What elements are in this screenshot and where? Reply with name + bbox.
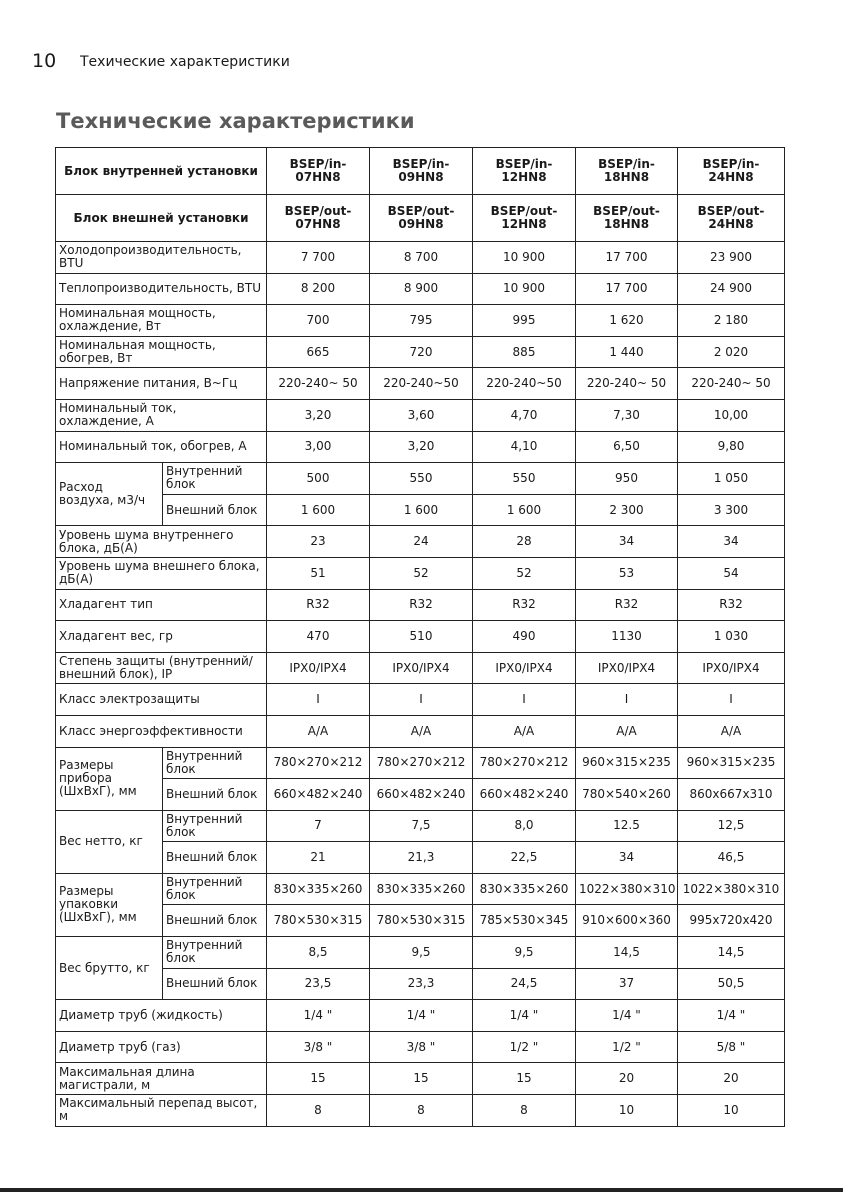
table-cell: R32 bbox=[370, 589, 473, 621]
table-cell: 8 bbox=[473, 1095, 576, 1127]
table-cell: 960×315×235 bbox=[576, 747, 678, 779]
table-cell: 7 700 bbox=[267, 242, 370, 274]
outdoor-model: BSEP/out-07HN8 bbox=[267, 195, 370, 242]
row-label: Класс электрозащиты bbox=[56, 684, 267, 716]
table-cell: 52 bbox=[473, 557, 576, 589]
table-cell: 9,5 bbox=[473, 937, 576, 969]
row-label: Диаметр труб (газ) bbox=[56, 1031, 267, 1063]
table-row bbox=[56, 968, 785, 1000]
table-cell: 3/8 " bbox=[267, 1031, 370, 1063]
table-cell: 550 bbox=[473, 463, 576, 495]
table-cell: 15 bbox=[473, 1063, 576, 1095]
table-cell: R32 bbox=[473, 589, 576, 621]
table-cell: I bbox=[576, 684, 678, 716]
table-cell: 4,10 bbox=[473, 431, 576, 463]
table-cell: 21,3 bbox=[370, 842, 473, 874]
table-cell: 15 bbox=[267, 1063, 370, 1095]
table-cell: 950 bbox=[576, 463, 678, 495]
table-cell: 830×335×260 bbox=[473, 873, 576, 905]
table-cell: 8,0 bbox=[473, 810, 576, 842]
table-row bbox=[56, 873, 785, 905]
table-cell: 3/8 " bbox=[370, 1031, 473, 1063]
row-label: Хладагент тип bbox=[56, 589, 267, 621]
table-row bbox=[56, 621, 785, 653]
table-cell: A/A bbox=[473, 715, 576, 747]
table-cell: 1 620 bbox=[576, 305, 678, 337]
page-bottom-rule bbox=[0, 1188, 843, 1192]
table-cell: R32 bbox=[267, 589, 370, 621]
row-label: Уровень шума внутреннего блока, дБ(А) bbox=[56, 526, 267, 558]
table-cell: 795 bbox=[370, 305, 473, 337]
table-cell: 1/4 " bbox=[370, 1000, 473, 1032]
table-cell: 665 bbox=[267, 336, 370, 368]
table-cell: 2 180 bbox=[678, 305, 785, 337]
sub-row-label: Внешний блок bbox=[163, 494, 267, 526]
table-cell: 1130 bbox=[576, 621, 678, 653]
table-row bbox=[56, 431, 785, 463]
sub-row-label: Внешний блок bbox=[163, 779, 267, 811]
sub-row-label: Внешний блок bbox=[163, 968, 267, 1000]
table-cell: 8 700 bbox=[370, 242, 473, 274]
row-label: Номинальный ток, обогрев, А bbox=[56, 431, 267, 463]
table-cell: 995x720x420 bbox=[678, 905, 785, 937]
row-label: Напряжение питания, В~Гц bbox=[56, 368, 267, 400]
sub-row-label: Внутренний блок bbox=[163, 873, 267, 905]
table-cell: A/A bbox=[576, 715, 678, 747]
indoor-model: BSEP/in-24HN8 bbox=[678, 148, 785, 195]
table-cell: 10 900 bbox=[473, 242, 576, 274]
row-label: Максимальная длина магистрали, м bbox=[56, 1063, 267, 1095]
table-cell: 3 300 bbox=[678, 494, 785, 526]
table-cell: 54 bbox=[678, 557, 785, 589]
table-cell: 3,20 bbox=[370, 431, 473, 463]
table-row bbox=[56, 273, 785, 305]
table-cell: 8 bbox=[267, 1095, 370, 1127]
table-cell: 780×530×315 bbox=[370, 905, 473, 937]
table-cell: IPX0/IPX4 bbox=[370, 652, 473, 684]
table-cell: IPX0/IPX4 bbox=[267, 652, 370, 684]
table-cell: 24,5 bbox=[473, 968, 576, 1000]
row-label: Размеры упаковки (ШхВхГ), мм bbox=[56, 873, 163, 936]
table-cell: 14,5 bbox=[576, 937, 678, 969]
table-cell: 830×335×260 bbox=[370, 873, 473, 905]
table-cell: 1 030 bbox=[678, 621, 785, 653]
table-row bbox=[56, 463, 785, 495]
specifications-table bbox=[55, 147, 785, 1127]
table-cell: 1022×380×310 bbox=[678, 873, 785, 905]
table-cell: 995 bbox=[473, 305, 576, 337]
page-number: 10 bbox=[32, 50, 57, 72]
running-header: Техические характеристики bbox=[80, 54, 290, 70]
table-cell: 2 300 bbox=[576, 494, 678, 526]
table-cell: I bbox=[473, 684, 576, 716]
table-row bbox=[56, 242, 785, 274]
table-cell: 1 600 bbox=[473, 494, 576, 526]
row-label: Номинальная мощность, охлаждение, Вт bbox=[56, 305, 267, 337]
table-cell: 720 bbox=[370, 336, 473, 368]
table-cell: 24 900 bbox=[678, 273, 785, 305]
table-row bbox=[56, 336, 785, 368]
table-row bbox=[56, 1031, 785, 1063]
table-cell: 17 700 bbox=[576, 242, 678, 274]
table-cell: 1/2 " bbox=[473, 1031, 576, 1063]
table-cell: 1 600 bbox=[370, 494, 473, 526]
table-cell: 52 bbox=[370, 557, 473, 589]
table-cell: 780×270×212 bbox=[370, 747, 473, 779]
table-row bbox=[56, 842, 785, 874]
indoor-unit-label: Блок внутренней установки bbox=[56, 148, 267, 195]
table-cell: 14,5 bbox=[678, 937, 785, 969]
table-cell: 1/4 " bbox=[473, 1000, 576, 1032]
table-cell: R32 bbox=[678, 589, 785, 621]
table-row bbox=[56, 905, 785, 937]
table-row bbox=[56, 399, 785, 431]
table-cell: 34 bbox=[576, 842, 678, 874]
table-cell: 12,5 bbox=[678, 810, 785, 842]
row-label: Вес брутто, кг bbox=[56, 937, 163, 1000]
row-label: Вес нетто, кг bbox=[56, 810, 163, 873]
table-cell: 785×530×345 bbox=[473, 905, 576, 937]
sub-row-label: Внешний блок bbox=[163, 905, 267, 937]
header-row-outdoor bbox=[56, 195, 785, 242]
row-label: Холодопроизводительность, BTU bbox=[56, 242, 267, 274]
table-row bbox=[56, 368, 785, 400]
table-cell: 220-240~ 50 bbox=[576, 368, 678, 400]
table-cell: 7,30 bbox=[576, 399, 678, 431]
table-cell: 490 bbox=[473, 621, 576, 653]
row-label: Номинальная мощность, обогрев, Вт bbox=[56, 336, 267, 368]
table-cell: 37 bbox=[576, 968, 678, 1000]
table-cell: 3,00 bbox=[267, 431, 370, 463]
row-label: Класс энергоэффективности bbox=[56, 715, 267, 747]
sub-row-label: Внутренний блок bbox=[163, 463, 267, 495]
sub-row-label: Внешний блок bbox=[163, 842, 267, 874]
table-cell: 860x667x310 bbox=[678, 779, 785, 811]
table-row bbox=[56, 589, 785, 621]
table-cell: 7 bbox=[267, 810, 370, 842]
table-cell: 885 bbox=[473, 336, 576, 368]
table-cell: 51 bbox=[267, 557, 370, 589]
table-row bbox=[56, 684, 785, 716]
outdoor-model: BSEP/out-18HN8 bbox=[576, 195, 678, 242]
table-cell: 28 bbox=[473, 526, 576, 558]
table-cell: 830×335×260 bbox=[267, 873, 370, 905]
table-cell: 10,00 bbox=[678, 399, 785, 431]
table-cell: 4,70 bbox=[473, 399, 576, 431]
outdoor-unit-label: Блок внешней установки bbox=[56, 195, 267, 242]
table-cell: 700 bbox=[267, 305, 370, 337]
table-row bbox=[56, 305, 785, 337]
indoor-model: BSEP/in-12HN8 bbox=[473, 148, 576, 195]
table-cell: IPX0/IPX4 bbox=[678, 652, 785, 684]
outdoor-model: BSEP/out-12HN8 bbox=[473, 195, 576, 242]
table-cell: 220-240~ 50 bbox=[267, 368, 370, 400]
row-label: Уровень шума внешнего блока, дБ(А) bbox=[56, 557, 267, 589]
table-cell: 3,20 bbox=[267, 399, 370, 431]
table-cell: 1/4 " bbox=[267, 1000, 370, 1032]
sub-row-label: Внутренний блок bbox=[163, 810, 267, 842]
table-cell: 220-240~ 50 bbox=[678, 368, 785, 400]
indoor-model: BSEP/in-18HN8 bbox=[576, 148, 678, 195]
table-cell: 50,5 bbox=[678, 968, 785, 1000]
table-cell: 12.5 bbox=[576, 810, 678, 842]
row-label: Размеры прибора (ШхВхГ), мм bbox=[56, 747, 163, 810]
table-row bbox=[56, 715, 785, 747]
table-cell: 8 200 bbox=[267, 273, 370, 305]
table-cell: A/A bbox=[267, 715, 370, 747]
row-label: Номинальный ток, охлаждение, А bbox=[56, 399, 267, 431]
table-cell: 660×482×240 bbox=[370, 779, 473, 811]
row-label: Степень защиты (внутренний/внешний блок), IP bbox=[56, 652, 267, 684]
table-cell: 20 bbox=[678, 1063, 785, 1095]
table-cell: 780×270×212 bbox=[473, 747, 576, 779]
table-cell: 17 700 bbox=[576, 273, 678, 305]
table-cell: I bbox=[370, 684, 473, 716]
table-row bbox=[56, 526, 785, 558]
table-cell: 780×530×315 bbox=[267, 905, 370, 937]
table-cell: 1/2 " bbox=[576, 1031, 678, 1063]
table-cell: 20 bbox=[576, 1063, 678, 1095]
row-label: Хладагент вес, гр bbox=[56, 621, 267, 653]
sub-row-label: Внутренний блок bbox=[163, 747, 267, 779]
table-cell: 9,5 bbox=[370, 937, 473, 969]
table-cell: 1022×380×310 bbox=[576, 873, 678, 905]
table-cell: 23,3 bbox=[370, 968, 473, 1000]
indoor-model: BSEP/in-07HN8 bbox=[267, 148, 370, 195]
outdoor-model: BSEP/out-09HN8 bbox=[370, 195, 473, 242]
table-row bbox=[56, 1095, 785, 1127]
table-cell: 15 bbox=[370, 1063, 473, 1095]
row-label: Теплопроизводительность, BTU bbox=[56, 273, 267, 305]
table-cell: 780×270×212 bbox=[267, 747, 370, 779]
table-cell: R32 bbox=[576, 589, 678, 621]
table-cell: 7,5 bbox=[370, 810, 473, 842]
table-cell: 6,50 bbox=[576, 431, 678, 463]
table-cell: 10 900 bbox=[473, 273, 576, 305]
row-label: Максимальный перепад высот, м bbox=[56, 1095, 267, 1127]
table-cell: 220-240~50 bbox=[473, 368, 576, 400]
table-cell: 9,80 bbox=[678, 431, 785, 463]
table-cell: 1 600 bbox=[267, 494, 370, 526]
table-cell: 550 bbox=[370, 463, 473, 495]
table-cell: 8 bbox=[370, 1095, 473, 1127]
table-cell: 22,5 bbox=[473, 842, 576, 874]
table-cell: 1/4 " bbox=[678, 1000, 785, 1032]
table-cell: 53 bbox=[576, 557, 678, 589]
table-cell: IPX0/IPX4 bbox=[576, 652, 678, 684]
table-row bbox=[56, 937, 785, 969]
table-cell: 8 900 bbox=[370, 273, 473, 305]
table-cell: 5/8 " bbox=[678, 1031, 785, 1063]
table-cell: A/A bbox=[370, 715, 473, 747]
table-cell: 1 050 bbox=[678, 463, 785, 495]
table-cell: 220-240~50 bbox=[370, 368, 473, 400]
table-cell: 910×600×360 bbox=[576, 905, 678, 937]
table-row bbox=[56, 1063, 785, 1095]
row-label: Расход воздуха, м3/ч bbox=[56, 463, 163, 526]
table-cell: 21 bbox=[267, 842, 370, 874]
table-cell: 1 440 bbox=[576, 336, 678, 368]
table-cell: I bbox=[267, 684, 370, 716]
table-cell: 660×482×240 bbox=[473, 779, 576, 811]
table-cell: 470 bbox=[267, 621, 370, 653]
table-cell: A/A bbox=[678, 715, 785, 747]
table-cell: 23 900 bbox=[678, 242, 785, 274]
table-cell: 24 bbox=[370, 526, 473, 558]
table-row bbox=[56, 1000, 785, 1032]
table-cell: IPX0/IPX4 bbox=[473, 652, 576, 684]
section-title: Технические характеристики bbox=[56, 109, 415, 133]
table-cell: 10 bbox=[576, 1095, 678, 1127]
indoor-model: BSEP/in-09HN8 bbox=[370, 148, 473, 195]
table-cell: 10 bbox=[678, 1095, 785, 1127]
table-row bbox=[56, 494, 785, 526]
sub-row-label: Внутренний блок bbox=[163, 937, 267, 969]
table-cell: 34 bbox=[678, 526, 785, 558]
header-row-indoor bbox=[56, 148, 785, 195]
outdoor-model: BSEP/out-24HN8 bbox=[678, 195, 785, 242]
table-cell: 510 bbox=[370, 621, 473, 653]
table-cell: 23 bbox=[267, 526, 370, 558]
table-cell: 8,5 bbox=[267, 937, 370, 969]
table-cell: 23,5 bbox=[267, 968, 370, 1000]
table-cell: 2 020 bbox=[678, 336, 785, 368]
table-cell: 3,60 bbox=[370, 399, 473, 431]
table-row bbox=[56, 747, 785, 779]
table-cell: 500 bbox=[267, 463, 370, 495]
table-cell: 780×540×260 bbox=[576, 779, 678, 811]
table-cell: I bbox=[678, 684, 785, 716]
table-cell: 46,5 bbox=[678, 842, 785, 874]
table-row bbox=[56, 779, 785, 811]
table-cell: 660×482×240 bbox=[267, 779, 370, 811]
table-cell: 1/4 " bbox=[576, 1000, 678, 1032]
table-cell: 960×315×235 bbox=[678, 747, 785, 779]
table-row bbox=[56, 557, 785, 589]
table-cell: 34 bbox=[576, 526, 678, 558]
table-row bbox=[56, 652, 785, 684]
row-label: Диаметр труб (жидкость) bbox=[56, 1000, 267, 1032]
table-row bbox=[56, 810, 785, 842]
